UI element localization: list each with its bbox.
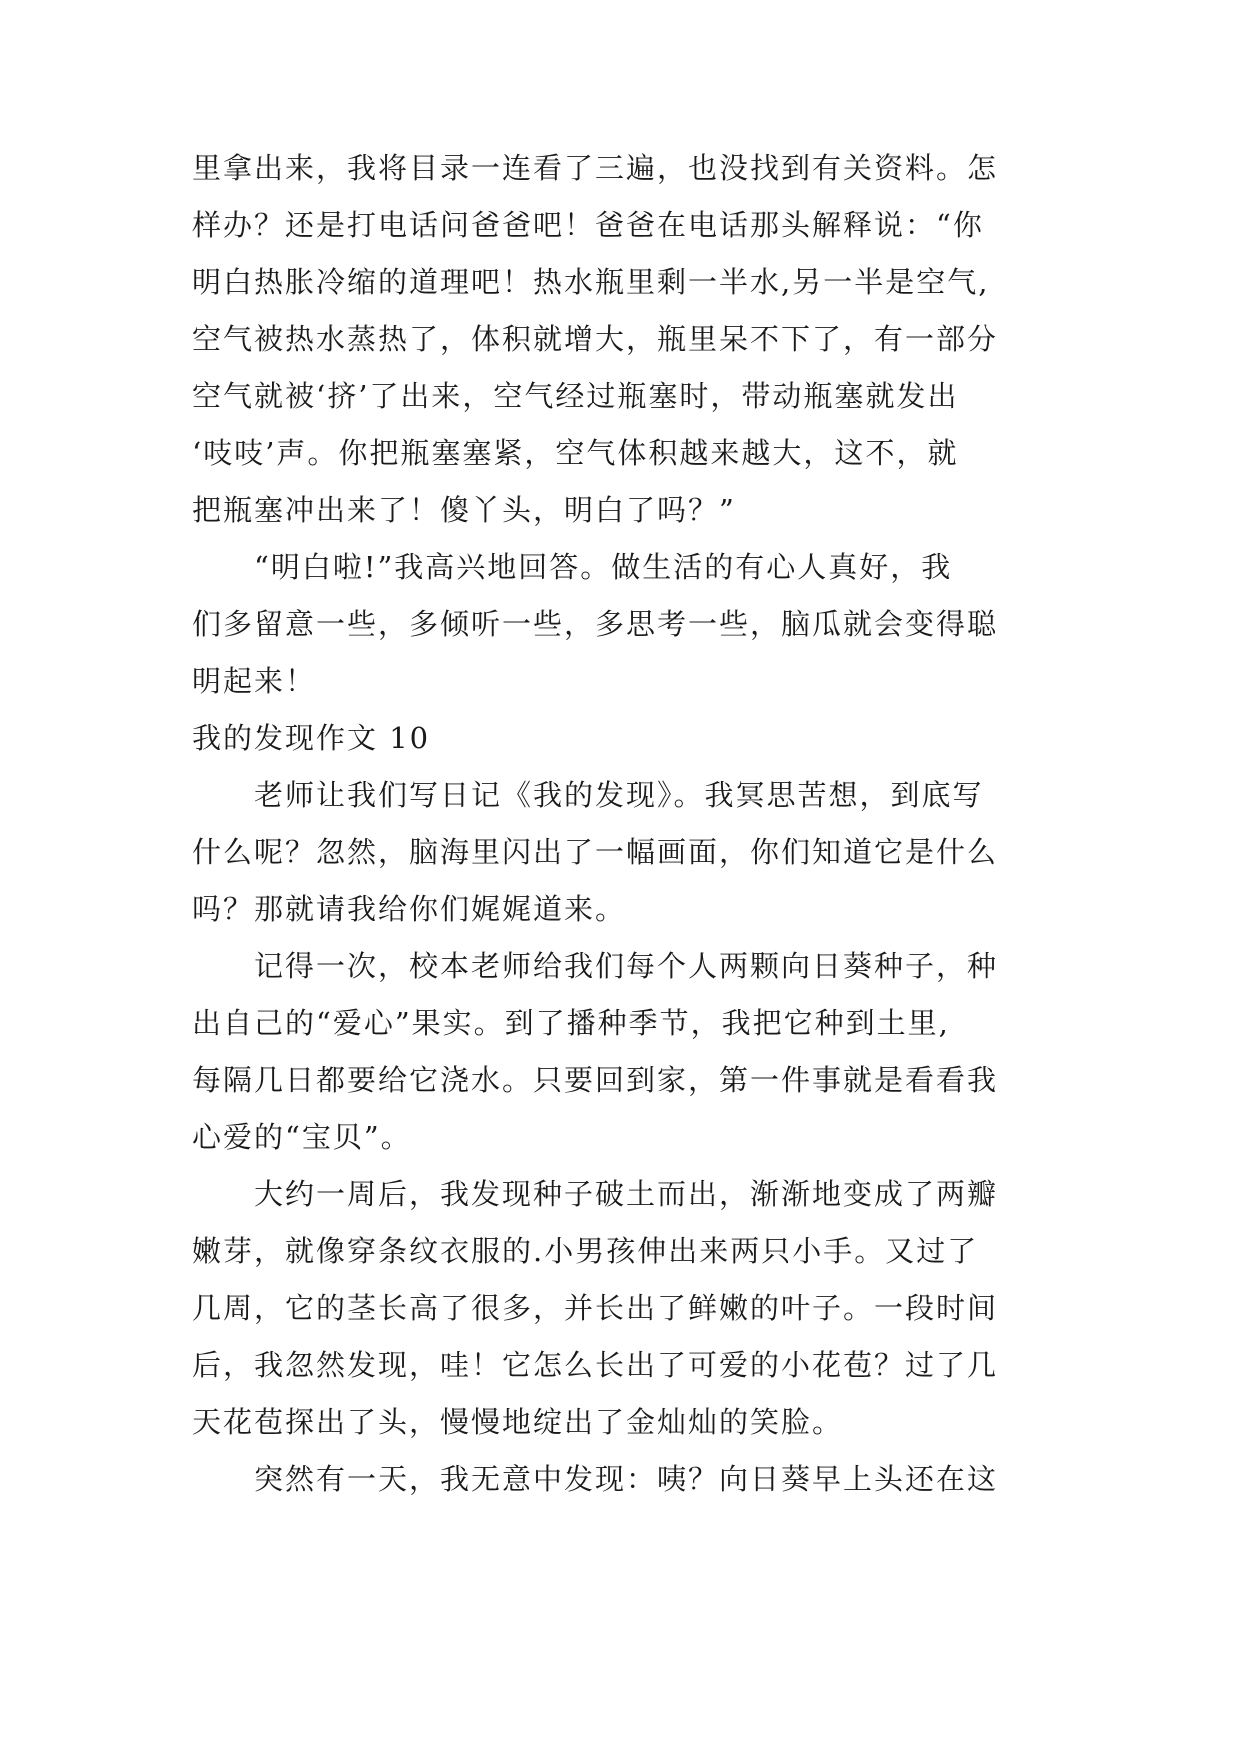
text-line: 空气就被‘挤’了出来，空气经过瓶塞时，带动瓶塞就发出 bbox=[192, 379, 959, 413]
text-line: 样办？还是打电话问爸爸吧！爸爸在电话那头解释说：“你 bbox=[192, 208, 984, 242]
paragraph-start-line: 记得一次，校本老师给我们每个人两颗向日葵种子，种 bbox=[254, 949, 999, 983]
text-line: 几周，它的茎长高了很多，并长出了鲜嫩的叶子。一段时间 bbox=[192, 1291, 999, 1325]
text-line: 什么呢？忽然，脑海里闪出了一幅画面，你们知道它是什么 bbox=[192, 835, 999, 869]
paragraph-start-line: “明白啦!”我高兴地回答。做生活的有心人真好，我 bbox=[254, 550, 953, 584]
text-line: 心爱的“宝贝”。 bbox=[192, 1120, 412, 1154]
text-line: 里拿出来，我将目录一连看了三遍，也没找到有关资料。怎 bbox=[192, 151, 999, 185]
paragraph-start-line: 大约一周后，我发现种子破土而出，渐渐地变成了两瓣 bbox=[254, 1177, 999, 1211]
text-line: 每隔几日都要给它浇水。只要回到家，第一件事就是看看我 bbox=[192, 1063, 999, 1097]
text-line: 吗？那就请我给你们娓娓道来。 bbox=[192, 892, 627, 926]
text-line: 后，我忽然发现，哇！它怎么长出了可爱的小花苞？过了几 bbox=[192, 1348, 999, 1382]
text-line: 天花苞探出了头，慢慢地绽出了金灿灿的笑脸。 bbox=[192, 1405, 844, 1439]
text-line: 把瓶塞冲出来了！傻丫头，明白了吗？” bbox=[192, 493, 736, 527]
text-line: 嫩芽，就像穿条纹衣服的.小男孩伸出来两只小手。又过了 bbox=[192, 1234, 979, 1268]
paragraph-start-line: 突然有一天，我无意中发现：咦？向日葵早上头还在这 bbox=[254, 1462, 999, 1496]
text-line: 出自己的“爱心”果实。到了播种季节，我把它种到土里, bbox=[192, 1006, 950, 1040]
text-line: 明起来！ bbox=[192, 664, 317, 698]
text-line: ‘吱吱’声。你把瓶塞塞紧，空气体积越来越大，这不，就 bbox=[192, 436, 959, 470]
text-line: 明白热胀冷缩的道理吧！热水瓶里剩一半水,另一半是空气, bbox=[192, 265, 990, 299]
text-line: 空气被热水蒸热了，体积就增大，瓶里呆不下了，有一部分 bbox=[192, 322, 999, 356]
section-heading: 我的发现作文 10 bbox=[192, 721, 431, 755]
text-line: 们多留意一些，多倾听一些，多思考一些，脑瓜就会变得聪 bbox=[192, 607, 999, 641]
paragraph-start-line: 老师让我们写日记《我的发现》。我冥思苦想，到底写 bbox=[254, 778, 984, 812]
